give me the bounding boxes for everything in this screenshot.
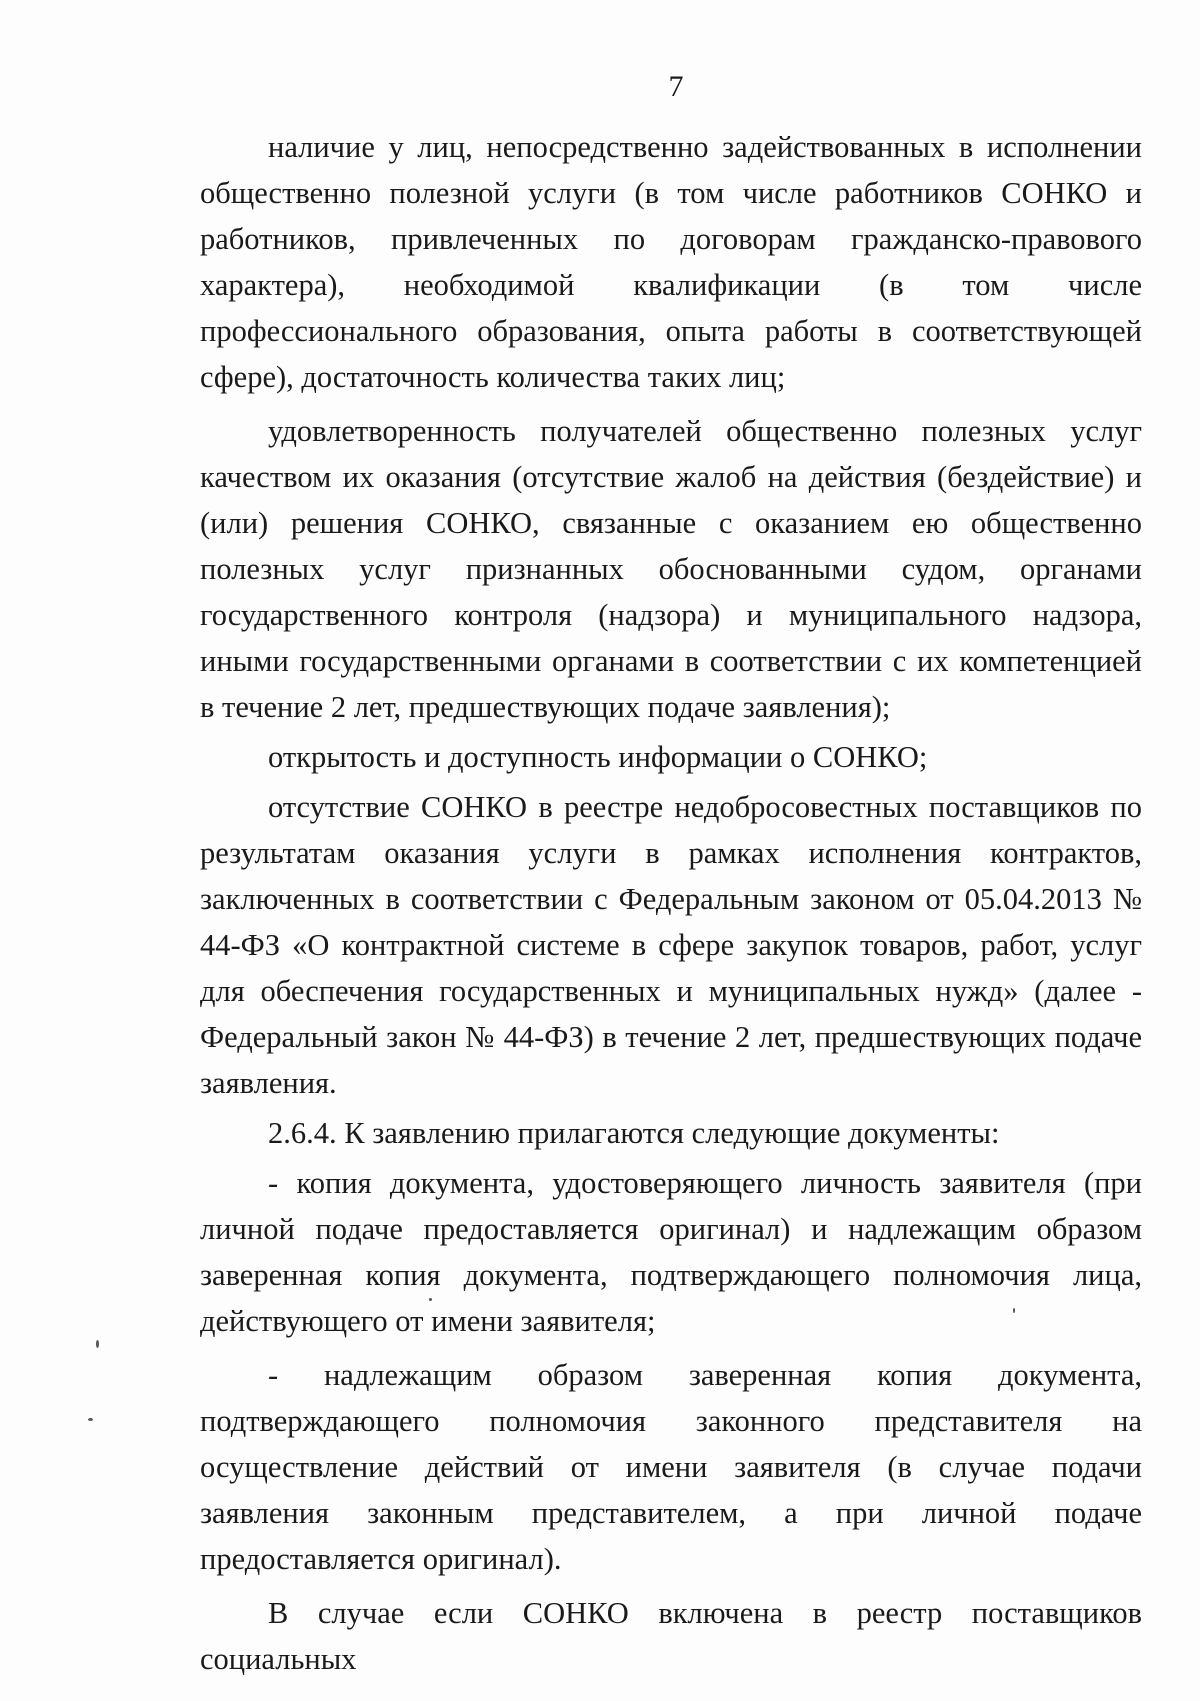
paragraph-qualification: наличие у лиц, непосредственно задействованных в исполнении общественно полезной услуги (в том числе работников СОНКО и работников, привлеченных по договорам гражданско-правового характера), необходимой квалификации (в том числе профессионального образования, опыта работы в соответствующей сфере), достаточность количества таких лиц; [200,130,1142,394]
page-number: 7 [668,70,684,103]
document-body [200,124,1142,1682]
paragraph-satisfaction: удовлетворенность получателей общественно полезных услуг качеством их оказания (отсутствие жалоб на действия (бездействие) и (или) решения СОНКО, связанные с оказанием ею общественно полезных услуг признанных обоснованными судом, органами государственного контроля (надзора) и муниципального надзора, иными государственными органами в соответствии с их компетенцией в течение 2 лет, предшествующих подаче заявления); [200,414,1142,724]
paragraph-openness: открытость и доступность информации о СОНКО; [268,740,928,774]
paragraph-identity-copy: - копия документа, удостоверяющего личность заявителя (при личной подаче предоставляется оригинал) и надлежащим образом заверенная копия документа, подтверждающего полномочия лица, действующего от имени заявителя; [200,1166,1142,1338]
scan-speck [96,1340,99,1348]
paragraph-sonko-registry: В случае если СОНКО включена в реестр поставщиков социальных [200,1596,1142,1676]
paragraph-documents-heading: 2.6.4. К заявлению прилагаются следующие документы: [268,1116,1000,1150]
scan-speck [88,1418,93,1421]
paragraph-representative-copy: - надлежащим образом заверенная копия документа, подтверждающего полномочия законного представителя на осуществление действий от имени заявителя (в случае подачи заявления законным представителем, а при личной подаче предоставляется оригинал). [200,1358,1142,1576]
paragraph-registry: отсутствие СОНКО в реестре недобросовестных поставщиков по результатам оказания услуги в рамках исполнения контрактов, заключенных в соответствии с Федеральным законом от 05.04.2013 № 44-ФЗ «О контрактной системе в сфере закупок товаров, работ, услуг для обеспечения государственных и муниципальных нужд» (далее - Федеральный закон № 44-ФЗ) в течение 2 лет, предшествующих подаче заявления. [200,790,1142,1100]
scan-speck [429,1298,432,1301]
scan-speck [1013,1308,1015,1313]
